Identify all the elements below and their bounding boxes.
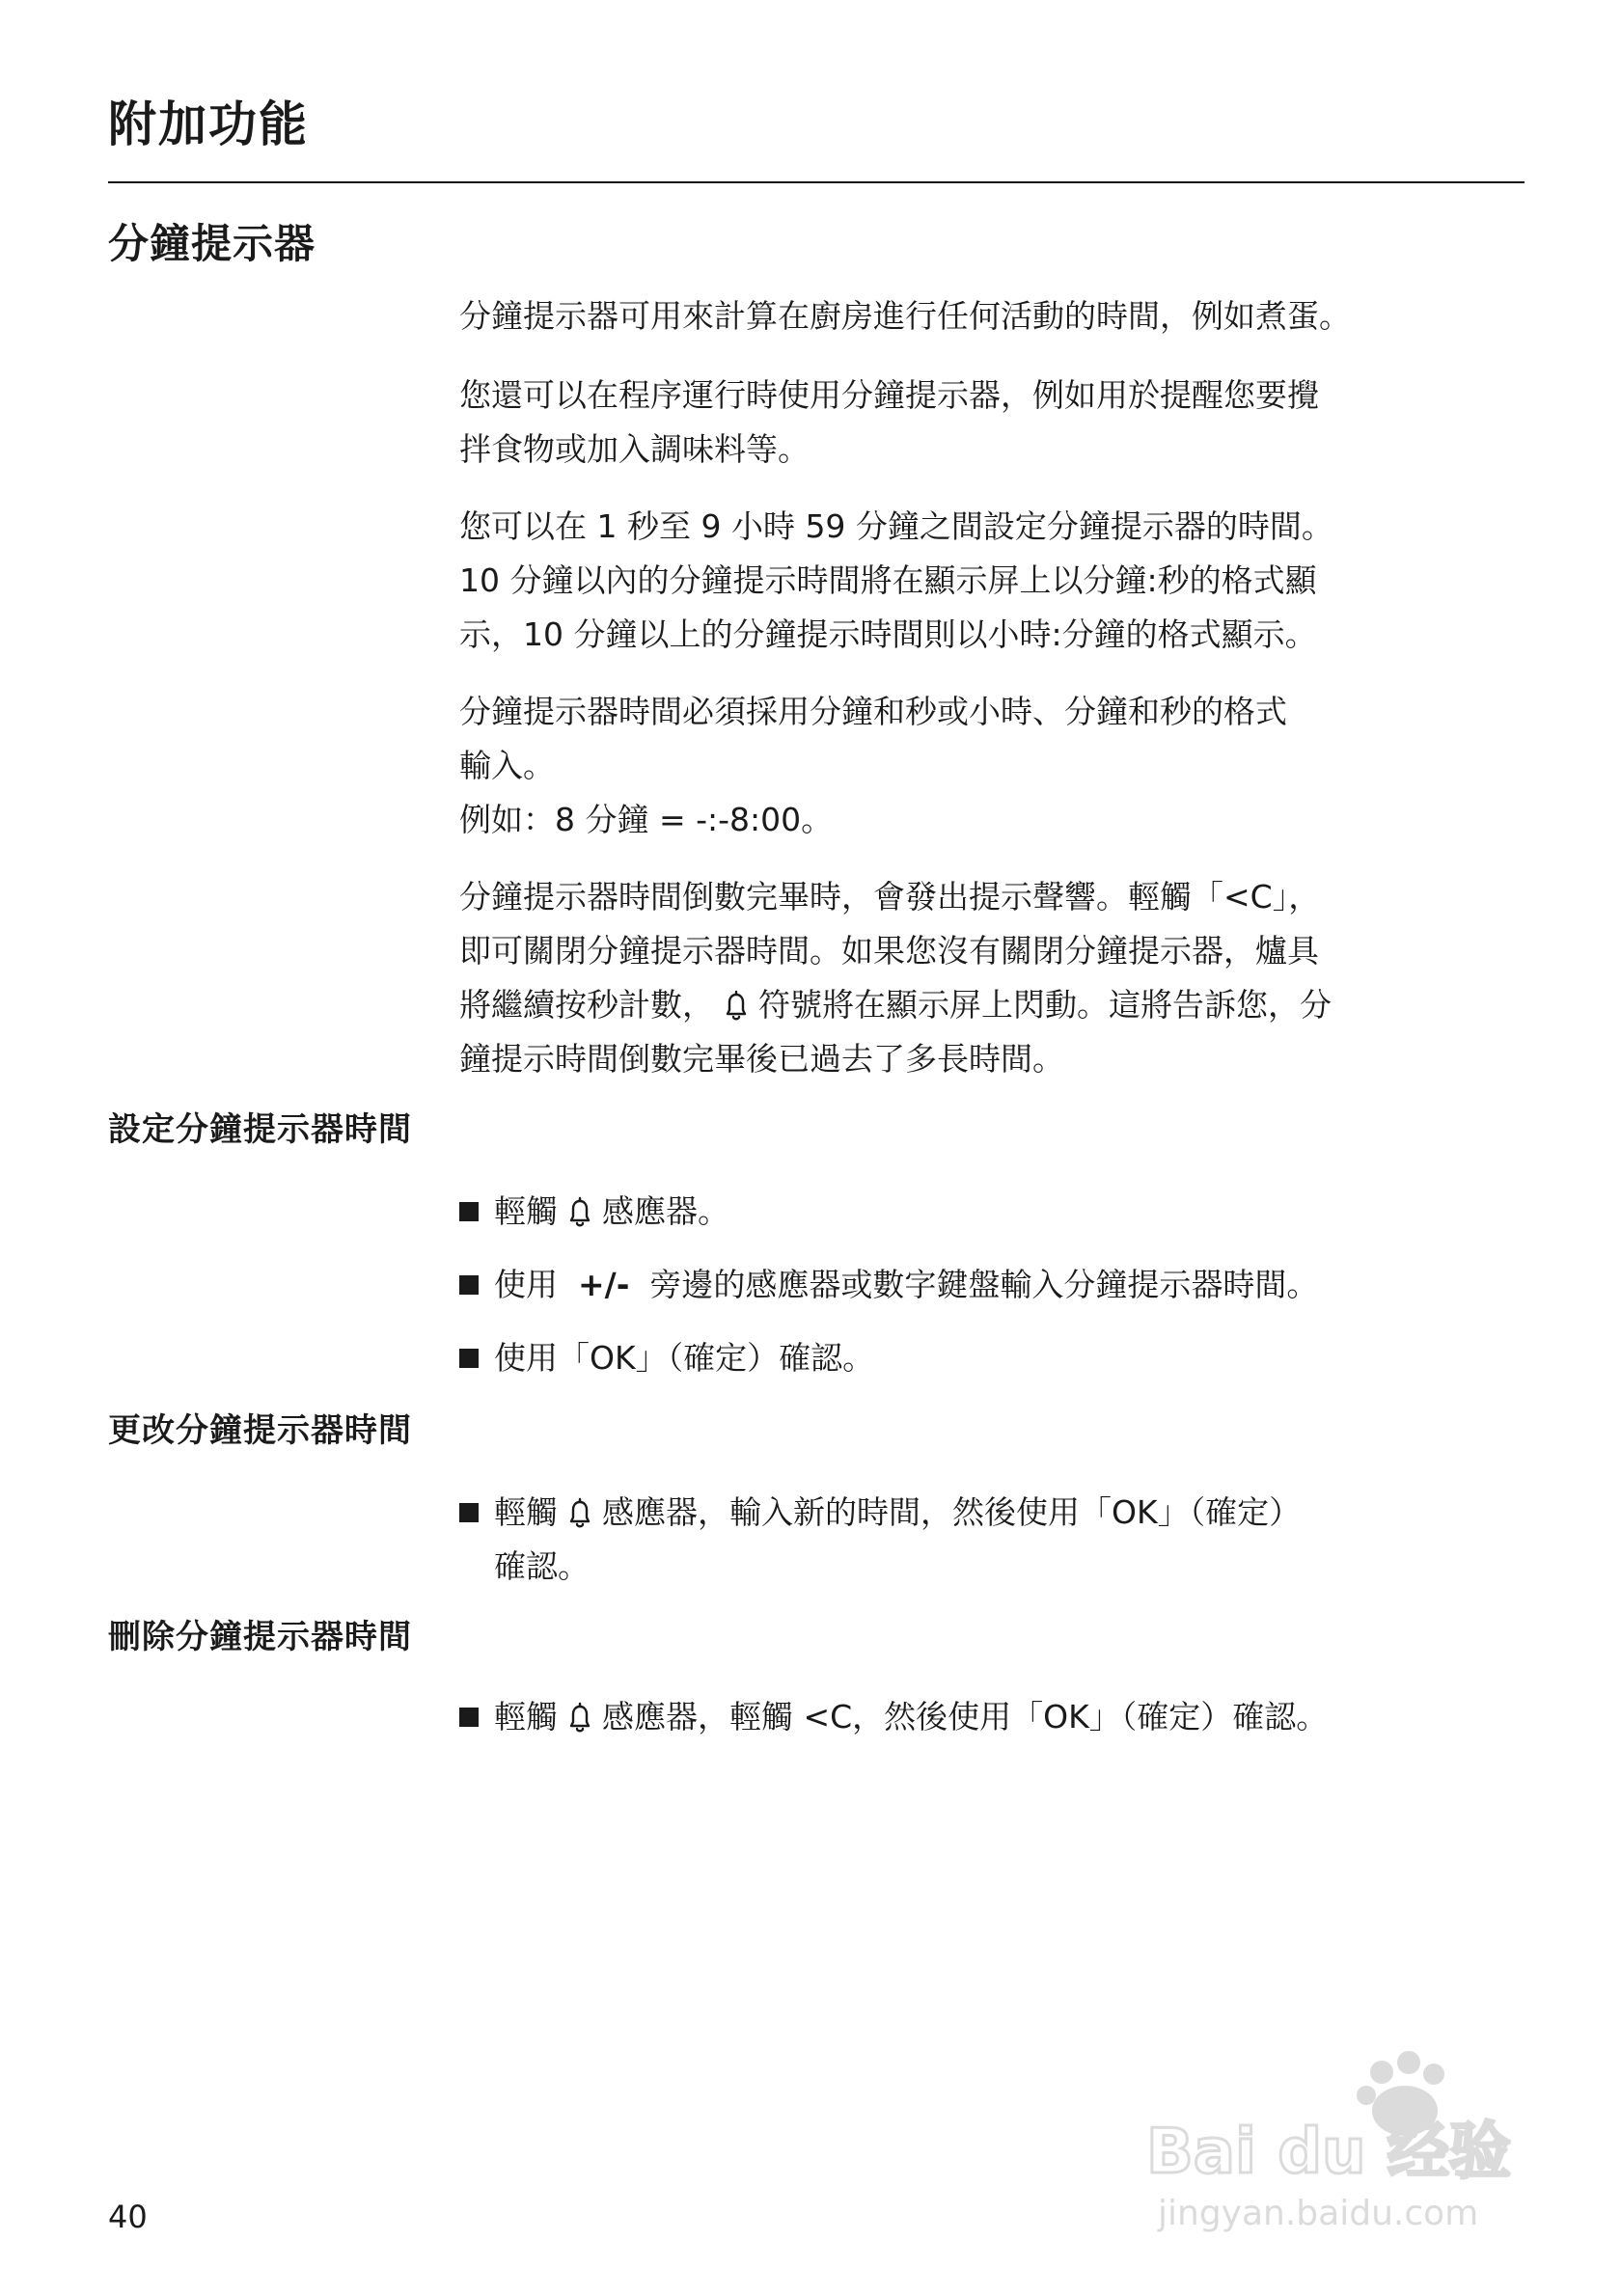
text-line: 示，10 分鐘以上的分鐘提示時間則以小時:分鐘的格式顯示。 [459, 615, 1317, 653]
text-line: 鐘提示時間倒數完畢後已過去了多長時間。 [459, 1040, 1064, 1078]
intro-paragraph-4 [459, 685, 1530, 847]
plus-minus-symbol: +/- [577, 1266, 630, 1303]
text-fragment: 感應器，輸入新的時間，然後使用「OK」（確定） [602, 1493, 1302, 1531]
text-fragment: 將繼續按秒計數， [459, 986, 714, 1024]
text-fragment: 感應器，輕觸 <C，然後使用「OK」（確定）確認。 [602, 1698, 1329, 1736]
list-item [459, 1486, 1530, 1594]
bell-icon [563, 1195, 596, 1230]
text-fragment: 旁邊的感應器或數字鍵盤輸入分鐘提示器時間。 [649, 1266, 1319, 1303]
text-line [494, 1690, 1530, 1744]
intro-paragraph-3 [459, 500, 1530, 662]
title-divider [108, 181, 1525, 183]
bell-icon [563, 1701, 596, 1736]
square-bullet [459, 1202, 479, 1221]
list-item [459, 1690, 1530, 1744]
text-line [494, 1185, 1530, 1239]
text-line: 拌食物或加入調味料等。 [459, 430, 810, 468]
delete-timer-heading: 刪除分鐘提示器時間 [108, 1618, 412, 1656]
text-line: 分鐘提示器時間必須採用分鐘和秒或小時、分鐘和秒的格式 [459, 693, 1287, 730]
text-line: 例如：8 分鐘 = -:-8:00。 [459, 801, 834, 838]
text-line: 即可關閉分鐘提示器時間。如果您沒有關閉分鐘提示器，爐具 [459, 932, 1319, 970]
intro-paragraph-1 [459, 289, 1530, 343]
baidu-watermark-logo [1139, 2045, 1544, 2238]
text-line: 您可以在 1 秒至 9 小時 59 分鐘之間設定分鐘提示器的時間。 [459, 507, 1333, 545]
text-fragment: 使用 [494, 1266, 558, 1303]
square-bullet [459, 1275, 479, 1295]
list-item [459, 1185, 1530, 1239]
list-item [459, 1258, 1530, 1312]
set-timer-heading: 設定分鐘提示器時間 [108, 1110, 412, 1149]
text-line: 使用「OK」（確定）確認。 [494, 1339, 875, 1377]
text-line: 分鐘提示器可用來計算在廚房進行任何活動的時間，例如煮蛋。 [459, 297, 1351, 335]
square-bullet [459, 1503, 479, 1522]
text-line: 分鐘提示器時間倒數完畢時，會發出提示聲響。輕觸「<C」， [459, 878, 1321, 916]
text-line [494, 1486, 1530, 1540]
bell-icon [720, 989, 753, 1024]
text-fragment: 輕觸 [494, 1192, 558, 1230]
change-timer-heading: 更改分鐘提示器時間 [108, 1411, 412, 1450]
page-title: 附加功能 [108, 96, 309, 152]
text-fragment: 感應器。 [602, 1192, 729, 1230]
list-item [459, 1331, 1530, 1385]
text-line [459, 978, 1530, 1032]
watermark-url-text: jingyan.baidu.com [1158, 2194, 1479, 2233]
text-fragment: 輕觸 [494, 1698, 558, 1736]
page-number: 40 [108, 2199, 148, 2235]
square-bullet [459, 1708, 479, 1727]
intro-paragraph-5 [459, 870, 1530, 1086]
text-line: 確認。 [494, 1547, 590, 1585]
text-fragment: 輕觸 [494, 1493, 558, 1531]
intro-paragraph-2 [459, 369, 1530, 477]
text-line: 輸入。 [459, 747, 555, 784]
text-line: 10 分鐘以內的分鐘提示時間將在顯示屏上以分鐘:秒的格式顯 [459, 561, 1317, 599]
watermark-brand-text: Bai du 经验 [1146, 2117, 1511, 2188]
section-heading: 分鐘提示器 [108, 220, 316, 267]
text-line [494, 1258, 1530, 1312]
bell-icon [563, 1496, 596, 1531]
square-bullet [459, 1349, 479, 1368]
text-line: 您還可以在程序運行時使用分鐘提示器，例如用於提醒您要攪 [459, 376, 1319, 414]
text-fragment: 符號將在顯示屏上閃動。這將告訴您，分 [758, 986, 1332, 1024]
